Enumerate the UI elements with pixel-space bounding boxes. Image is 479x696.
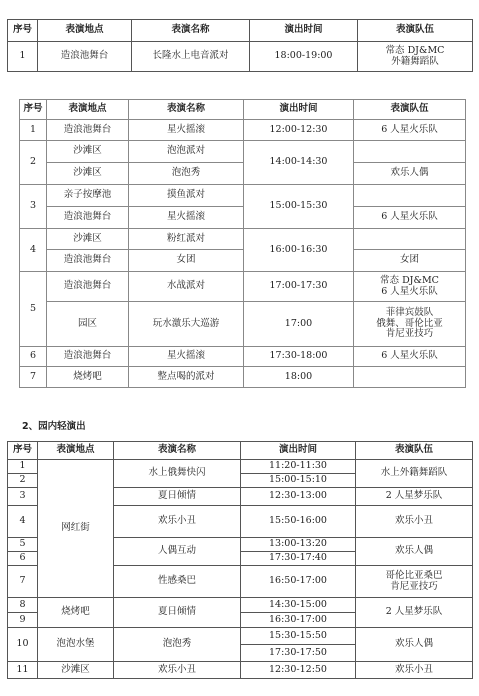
cell-team xyxy=(354,367,466,388)
cell-team: 欢乐人偶 xyxy=(356,538,473,566)
cell-time: 14:30-15:00 xyxy=(241,598,356,613)
header-team: 表演队伍 xyxy=(358,20,473,42)
section-title: 2、园内轻演出 xyxy=(22,421,86,432)
cell-no: 4 xyxy=(20,229,47,272)
cell-location: 园区 xyxy=(47,302,129,347)
cell-time: 17:30-17:50 xyxy=(241,645,356,662)
cell-no: 4 xyxy=(8,506,38,538)
table-row xyxy=(8,598,473,613)
table-row xyxy=(20,250,466,272)
cell-no: 5 xyxy=(20,272,47,347)
cell-no: 3 xyxy=(20,185,47,229)
cell-team: 2 人星梦乐队 xyxy=(356,598,473,628)
cell-name: 星火摇滚 xyxy=(129,120,244,141)
cell-team: 欢乐人偶 xyxy=(356,628,473,662)
cell-location: 沙滩区 xyxy=(38,662,114,679)
cell-time: 18:00 xyxy=(244,367,354,388)
team-line: 常态 DJ&MC xyxy=(385,45,445,57)
cell-no: 6 xyxy=(20,347,47,367)
cell-location: 沙滩区 xyxy=(47,163,129,185)
cell-time: 15:00-15:30 xyxy=(244,185,354,229)
header-name: 表演名称 xyxy=(129,100,244,120)
schedule-table-main-show xyxy=(7,19,473,72)
cell-location: 造浪池舞台 xyxy=(47,120,129,141)
cell-team: 水上外籍舞蹈队 xyxy=(356,460,473,488)
cell-team xyxy=(354,272,466,302)
header-team: 表演队伍 xyxy=(354,100,466,120)
cell-team-empty xyxy=(354,141,466,163)
cell-location: 网红街 xyxy=(38,460,114,598)
cell-team: 2 人星梦乐队 xyxy=(356,488,473,506)
cell-name: 粉红派对 xyxy=(129,229,244,250)
table-row xyxy=(8,42,473,72)
table-row xyxy=(20,120,466,141)
cell-location: 烧烤吧 xyxy=(47,367,129,388)
cell-location: 造浪池舞台 xyxy=(47,207,129,229)
cell-team xyxy=(354,302,466,347)
table-row xyxy=(20,207,466,229)
cell-location: 造浪池舞台 xyxy=(47,250,129,272)
cell-team xyxy=(358,42,473,72)
cell-name: 泡泡秀 xyxy=(114,628,241,662)
team-line: 肯尼亚技巧 xyxy=(385,328,434,340)
table-row xyxy=(8,662,473,679)
cell-time: 17:00 xyxy=(244,302,354,347)
cell-location: 造浪池舞台 xyxy=(47,272,129,302)
cell-team: 女团 xyxy=(354,250,466,272)
cell-name: 性感桑巴 xyxy=(114,566,241,598)
cell-location: 造浪池舞台 xyxy=(38,42,132,72)
cell-no: 5 xyxy=(8,538,38,552)
cell-name: 摸鱼派对 xyxy=(129,185,244,207)
team-line: 哥伦比亚桑巴 xyxy=(385,570,443,582)
team-line: 肯尼亚技巧 xyxy=(390,580,438,592)
cell-team-empty xyxy=(354,185,466,207)
cell-time: 14:00-14:30 xyxy=(244,141,354,185)
cell-location: 亲子按摩池 xyxy=(47,185,129,207)
cell-location: 沙滩区 xyxy=(47,141,129,163)
cell-no: 1 xyxy=(20,120,47,141)
cell-location: 沙滩区 xyxy=(47,229,129,250)
team-line: 俄舞、哥伦比亚 xyxy=(376,317,443,329)
cell-location: 造浪池舞台 xyxy=(47,347,129,367)
header-time: 演出时间 xyxy=(244,100,354,120)
cell-name: 玩水激乐大巡游 xyxy=(129,302,244,347)
cell-name: 欢乐小丑 xyxy=(114,506,241,538)
cell-name: 人偶互动 xyxy=(114,538,241,566)
cell-time: 18:00-19:00 xyxy=(250,42,358,72)
header-location: 表演地点 xyxy=(47,100,129,120)
header-time: 演出时间 xyxy=(250,20,358,42)
cell-time: 16:30-17:00 xyxy=(241,613,356,628)
cell-name: 星火摇滚 xyxy=(129,347,244,367)
header-no: 序号 xyxy=(8,442,38,460)
header-location: 表演地点 xyxy=(38,442,114,460)
cell-time: 15:30-15:50 xyxy=(241,628,356,645)
cell-name: 水上俄舞快闪 xyxy=(114,460,241,488)
cell-name: 女团 xyxy=(129,250,244,272)
cell-no: 8 xyxy=(8,598,38,613)
cell-name: 泡泡派对 xyxy=(129,141,244,163)
cell-time: 11:20-11:30 xyxy=(241,460,356,474)
cell-time: 13:00-13:20 xyxy=(241,538,356,552)
cell-no: 1 xyxy=(8,460,38,474)
cell-name: 夏日倾情 xyxy=(114,598,241,628)
cell-name: 泡泡秀 xyxy=(129,163,244,185)
cell-team-empty xyxy=(354,229,466,250)
table-row xyxy=(20,229,466,250)
cell-name: 长隆水上电音派对 xyxy=(132,42,250,72)
header-name: 表演名称 xyxy=(132,20,250,42)
cell-name: 欢乐小丑 xyxy=(114,662,241,679)
cell-location: 烧烤吧 xyxy=(38,598,114,628)
cell-team: 欢乐小丑 xyxy=(356,506,473,538)
cell-no: 10 xyxy=(8,628,38,662)
cell-name: 整点喝的派对 xyxy=(129,367,244,388)
cell-time: 16:50-17:00 xyxy=(241,566,356,598)
cell-time: 17:00-17:30 xyxy=(244,272,354,302)
cell-team: 6 人星火乐队 xyxy=(354,347,466,367)
cell-no: 9 xyxy=(8,613,38,628)
cell-no: 7 xyxy=(8,566,38,598)
cell-team: 6 人星火乐队 xyxy=(354,120,466,141)
cell-time: 12:30-13:00 xyxy=(241,488,356,506)
team-line: 菲律宾鼓队 xyxy=(385,307,434,319)
cell-name: 水战派对 xyxy=(129,272,244,302)
schedule-table-light-shows xyxy=(7,441,473,679)
cell-no: 7 xyxy=(20,367,47,388)
cell-name: 夏日倾情 xyxy=(114,488,241,506)
table-row xyxy=(20,347,466,367)
table-row xyxy=(20,141,466,163)
cell-no: 11 xyxy=(8,662,38,679)
cell-time: 15:00-15:10 xyxy=(241,474,356,488)
cell-time: 15:50-16:00 xyxy=(241,506,356,538)
header-no: 序号 xyxy=(8,20,38,42)
table-row xyxy=(8,628,473,645)
cell-time: 17:30-17:40 xyxy=(241,552,356,566)
table-row xyxy=(20,367,466,388)
table-row xyxy=(20,272,466,302)
team-line: 常态 DJ&MC xyxy=(380,275,439,287)
cell-time: 17:30-18:00 xyxy=(244,347,354,367)
schedule-table-day-shows xyxy=(19,99,466,388)
cell-time: 16:00-16:30 xyxy=(244,229,354,272)
cell-name: 星火摇滚 xyxy=(129,207,244,229)
cell-no: 6 xyxy=(8,552,38,566)
header-location: 表演地点 xyxy=(38,20,132,42)
cell-time: 12:00-12:30 xyxy=(244,120,354,141)
team-line: 外籍舞蹈队 xyxy=(391,55,439,67)
table-row xyxy=(20,185,466,207)
cell-time: 12:30-12:50 xyxy=(241,662,356,679)
table-row xyxy=(8,460,473,474)
cell-team: 6 人星火乐队 xyxy=(354,207,466,229)
header-time: 演出时间 xyxy=(241,442,356,460)
header-name: 表演名称 xyxy=(114,442,241,460)
cell-team: 欢乐小丑 xyxy=(356,662,473,679)
table-row xyxy=(20,302,466,347)
cell-no: 2 xyxy=(20,141,47,185)
table-row xyxy=(20,163,466,185)
header-no: 序号 xyxy=(20,100,47,120)
cell-no: 1 xyxy=(8,42,38,72)
cell-team: 欢乐人偶 xyxy=(354,163,466,185)
cell-location: 泡泡水堡 xyxy=(38,628,114,662)
team-line: 6 人星火乐队 xyxy=(381,285,438,297)
header-team: 表演队伍 xyxy=(356,442,473,460)
cell-team xyxy=(356,566,473,598)
cell-no: 3 xyxy=(8,488,38,506)
cell-no: 2 xyxy=(8,474,38,488)
